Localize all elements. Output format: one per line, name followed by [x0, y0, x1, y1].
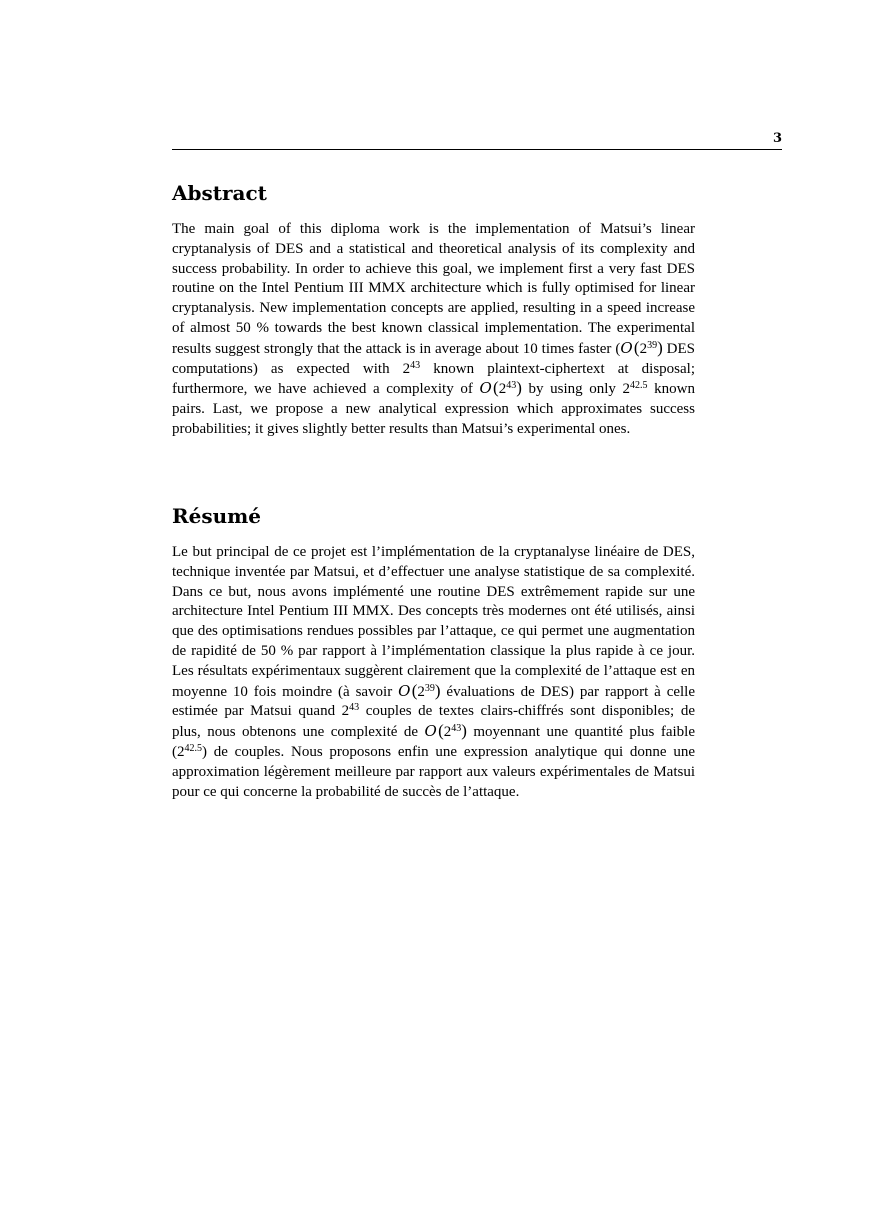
abstract-text-3: known plaintext-ciphertext at disposal; furthermore, we have achieved a complexity of: [172, 360, 695, 398]
resume-heading: Résumé: [172, 504, 262, 528]
big-o-notation: O $(2^{43})$: [424, 721, 467, 741]
big-o-notation: O $(2^{43})$: [479, 378, 522, 398]
resume-text-2: évaluations de DES) par rapport à celle estimée par Matsui quand: [172, 683, 696, 720]
abstract-heading: Abstract: [172, 181, 267, 205]
abstract-text-1: The main goal of this diploma work is the implementation of Matsui’s linear cryptanalysis of DES and a statistical and theoretical analysis of its complexity and success probability. In order to achieve this goal, we implement first a very fast DES routine on the Intel Pentium III MMX architecture which is fully optimised for linear cryptanalysis. New implementation concepts are applied, resulting in a speed increase of almost 50 % towards the best known classical implementation. The experimental results suggest strongly that the attack is in average about 10 times faster (: [172, 221, 695, 357]
resume-text-3: couples de textes clairs-chiffrés sont disponibles; de plus, nous obtenons une complexité de: [172, 703, 695, 741]
power-expression: $2^{43}$: [341, 702, 360, 720]
header-rule: [172, 149, 782, 150]
power-expression: $2^{42.5}$: [177, 742, 202, 760]
big-o-notation: O $(2^{39})$: [398, 680, 441, 700]
abstract-text-4: by using only: [521, 381, 623, 398]
abstract-text-2: DES computations) as expected with: [172, 340, 695, 377]
page-number: 3: [772, 131, 782, 146]
power-expression: $2^{43}$: [402, 359, 421, 377]
resume-text-4: moyennant une quantité plus faible (: [172, 724, 695, 760]
resume-text-1: Le but principal de ce projet est l’implémentation de la cryptanalyse linéaire de DES, technique inventée par Matsui, et d’effectuer une analyse statistique de sa complexité. Dans ce but, nous avons implémenté une routine DES extrêmement rapide sur une architecture Intel Pentium III MMX. Des concepts très modernes ont été utilisés, ainsi que des optimisations rendues possibles par l’attaque, ce qui permet une augmentation de rapidité de 50 % par rapport à l’implémentation classique la plus rapide à ce jour. Les résultats expérimentaux suggèrent clairement que la complexité de l’attaque est en moyenne 10 fois moindre (à savoir: [172, 544, 695, 700]
big-o-notation: O $(2^{39})$: [620, 337, 663, 357]
resume-text-5: ) de couples. Nous proposons enfin une expression analytique qui donne une approximation légèrement meilleure par rapport aux valeurs expérimentales de Matsui pour ce qui concerne la probabilité de succès de l’attaque.: [172, 743, 695, 800]
resume-paragraph: [172, 543, 695, 802]
power-expression: $2^{42.5}$: [622, 380, 648, 398]
abstract-paragraph: [172, 220, 695, 440]
abstract-text-5: known pairs. Last, we propose a new analytical expression which approximates success probabilities; it gives slightly better results than Matsui’s experimental ones.: [172, 381, 695, 437]
